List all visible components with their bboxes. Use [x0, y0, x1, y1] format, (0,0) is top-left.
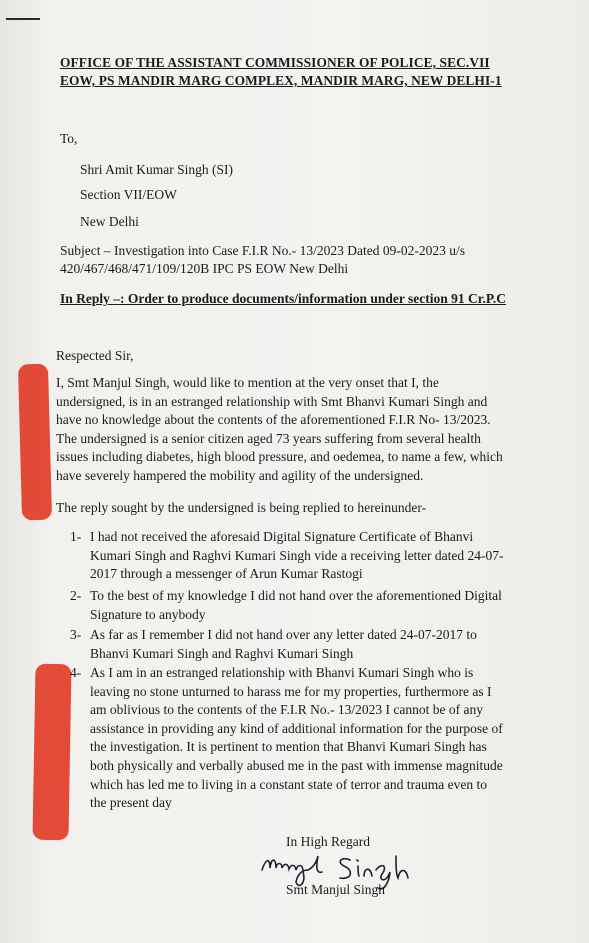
office-header-line-2: EOW, PS MANDIR MARG COMPLEX, MANDIR MARG, NEW DELHI-1: [60, 73, 502, 88]
reply-intro: The reply sought by the undersigned is being replied to hereinunder-: [56, 500, 427, 515]
intro-line-1: I, Smt Manjul Singh, would like to mention at the very onset that I, the: [56, 375, 439, 390]
subject-line-1: Subject – Investigation into Case F.I.R No.- 13/2023 Dated 09-02-2023 u/s: [60, 243, 465, 258]
list-item-line: To the best of my knowledge I did not hand over the aforementioned Digital: [90, 588, 502, 603]
recipient-section: Section VII/EOW: [80, 187, 177, 202]
red-highlight-mark-1: [18, 364, 52, 521]
reply-heading: In Reply –: Order to produce documents/information under section 91 Cr.P.C: [60, 291, 507, 306]
intro-line-5: issues including diabetes, high blood pressure, and oedemea, to name a few, which: [56, 449, 503, 465]
list-item-line: the present day: [90, 795, 172, 811]
office-header-line-1: OFFICE OF THE ASSISTANT COMMISSIONER OF POLICE, SEC.VII: [60, 55, 490, 70]
list-item-line: As I am in an estranged relationship with Bhanvi Kumari Singh who is: [90, 665, 474, 680]
list-item-number: 3-: [70, 627, 82, 642]
subject-line-2: 420/467/468/471/109/120B IPC PS EOW New Delhi: [60, 261, 349, 276]
red-highlight-mark-2: [32, 664, 71, 841]
list-item-line: 2017 through a messenger of Arun Kumar Rastogi: [90, 566, 363, 582]
list-item-line: Kumari Singh and Raghvi Kumari Singh vide a receiving letter dated 24-07-: [90, 547, 504, 563]
intro-line-2: undersigned, is in an estranged relationship with Smt Bhanvi Kumari Singh and: [56, 393, 488, 409]
list-item-line: leaving no stone unturned to harass me for my properties, furthermore as I: [90, 683, 492, 699]
list-item-number: 4-: [70, 665, 82, 680]
to-label: To,: [60, 131, 78, 146]
list-item-line: I had not received the aforesaid Digital Signature Certificate of Bhanvi: [90, 529, 474, 544]
list-item-line: both physically and verbally abused me in the past with immense magnitude: [90, 757, 503, 773]
recipient-city: New Delhi: [80, 214, 139, 229]
salutation: Respected Sir,: [56, 348, 134, 363]
list-item-number: 2-: [70, 588, 82, 603]
list-item-line: Signature to anybody: [90, 606, 206, 622]
page-edge-mark: [6, 18, 40, 20]
list-item-line: am oblivious to the contents of the F.I.R No.- 13/2023 I cannot be of any: [90, 702, 483, 718]
signatory-name: Smt Manjul Singh: [286, 882, 386, 897]
closing-regard: In High Regard: [286, 834, 370, 849]
list-item-line: assistance in providing any kind of additional information for the purpose of: [90, 720, 503, 736]
list-item-line: the investigation. It is pertinent to mention that Bhanvi Kumari Singh has: [90, 739, 487, 755]
list-item-line: which has led me to living in a constant state of terror and trauma even to: [90, 776, 488, 792]
intro-line-6: have severely hampered the mobility and agility of the undersigned.: [56, 467, 424, 483]
intro-line-3: have no knowledge about the contents of the aforementioned F.I.R No- 13/2023.: [56, 412, 491, 428]
intro-line-4: The undersigned is a senior citizen aged 73 years suffering from several health: [56, 430, 481, 446]
list-item-line: Bhanvi Kumari Singh and Raghvi Kumari Singh: [90, 645, 354, 661]
intro-paragraph: [56, 374, 534, 486]
list-item-line: As far as I remember I did not hand over any letter dated 24-07-2017 to: [90, 627, 477, 642]
recipient-name: Shri Amit Kumar Singh (SI): [80, 162, 234, 177]
list-item-number: 1-: [70, 529, 82, 544]
